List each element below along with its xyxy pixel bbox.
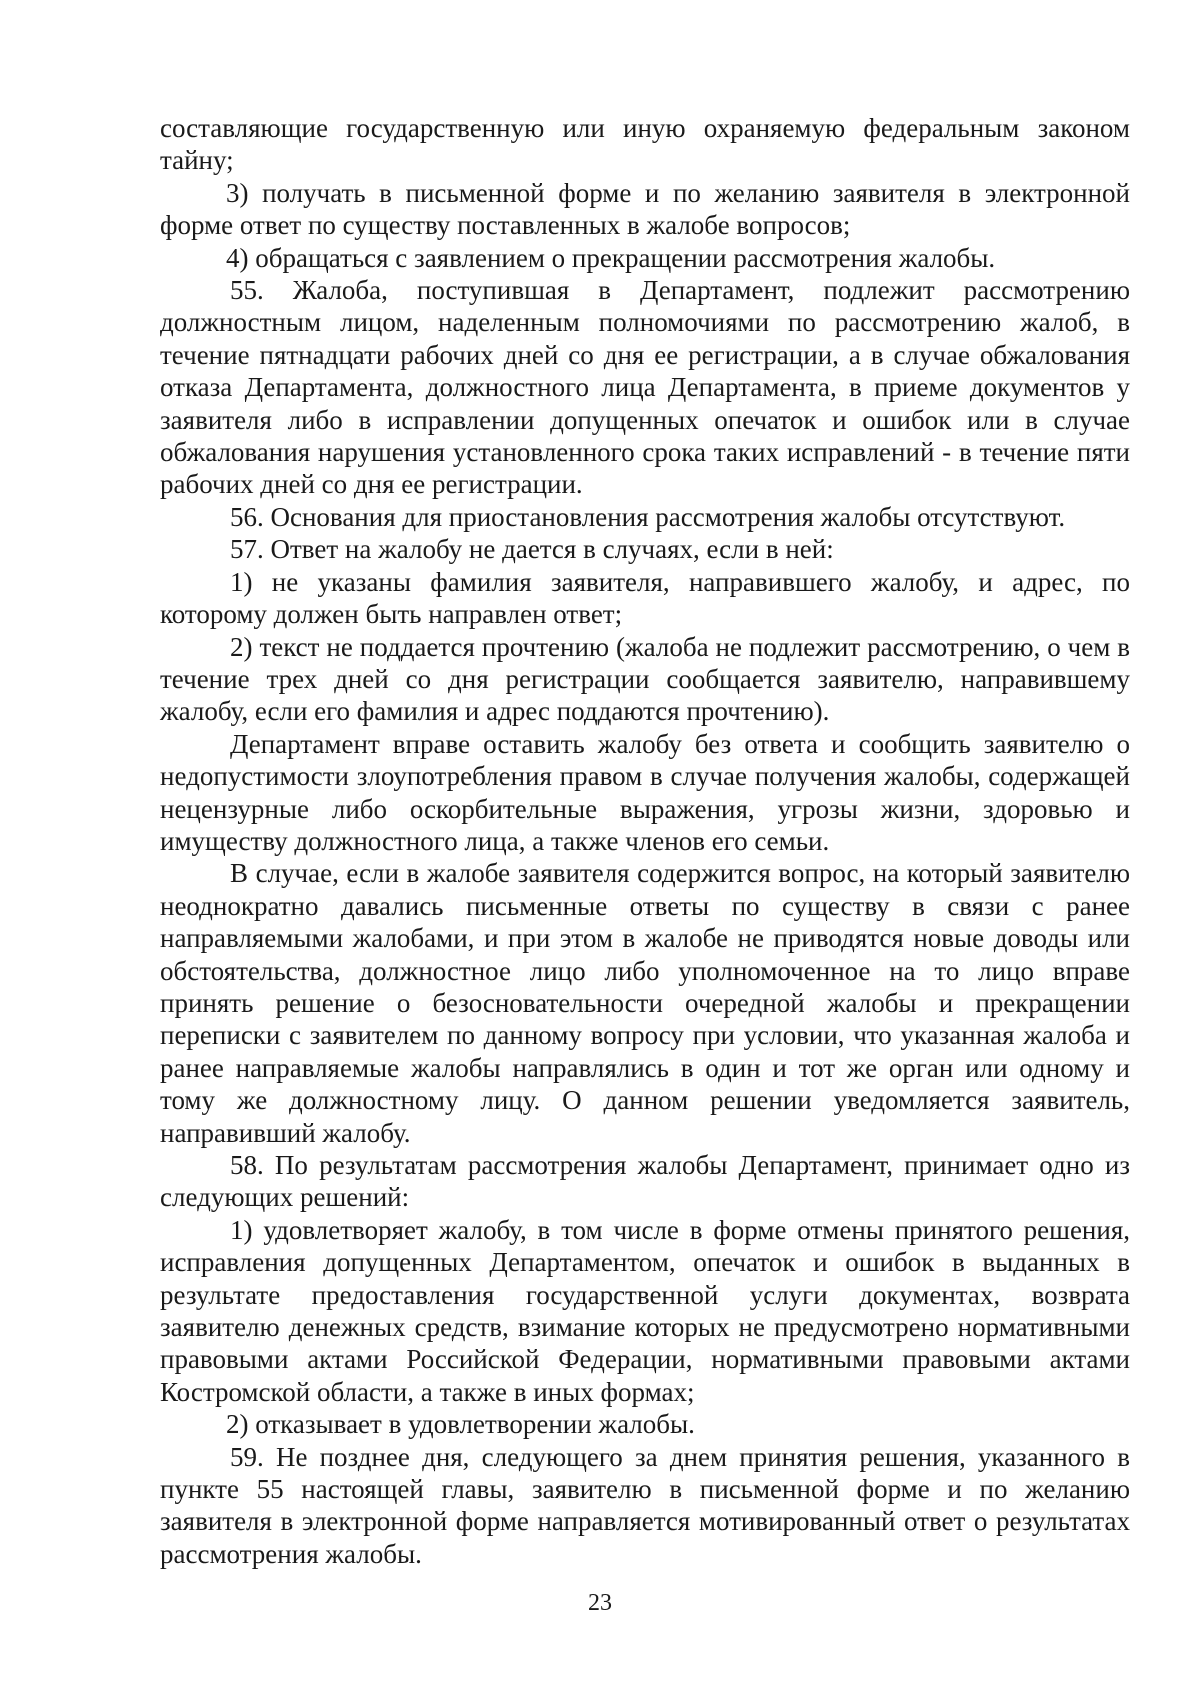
page-number: 23 xyxy=(588,1590,612,1616)
paragraph-clause-55: 55. Жалоба, поступившая в Департамент, подлежит рассмотрению должностным лицом, наделенным полномочиями по рассмотрению жалоб, в течение пятнадцати рабочих дней со дня ее регистрации, а в случае обжалования отказа Департамента, должностного лица Департамента, в приеме документов у заявителя либо в исправлении допущенных опечаток и ошибок или в случае обжалования нарушения установленного срока таких исправлений - в течение пяти рабочих дней со дня ее регистрации. xyxy=(160,275,1130,500)
paragraph-clause-58: 58. По результатам рассмотрения жалобы Департамент, принимает одно из следующих решений: xyxy=(160,1150,1130,1213)
paragraph-clause-57-item-2: 2) текст не поддается прочтению (жалоба не подлежит рассмотрению, о чем в течение трех дней со дня регистрации сообщается заявителю, направившему жалобу, если его фамилия и адрес поддаются прочтению). xyxy=(160,631,1130,727)
paragraph-continuation: составляющие государственную или иную охраняемую федеральным законом тайну; xyxy=(160,113,1130,176)
paragraph-clause-58-item-1: 1) удовлетворяет жалобу, в том числе в форме отмены принятого решения, исправления допущенных Департаментом, опечаток и ошибок в выданных в результате предоставления государственной услуги документах, возврата заявителю денежных средств, взимание которых не предусмотрено нормативными правовыми актами Российской Федерации, нормативными правовыми актами Костромской области, а также в иных формах; xyxy=(160,1214,1130,1407)
paragraph-clause-57: 57. Ответ на жалобу не дается в случаях, если в ней: xyxy=(230,534,834,565)
paragraph-repeated-complaint: В случае, если в жалобе заявителя содержится вопрос, на который заявителю неоднократно давались письменные ответы по существу в связи с ранее направляемыми жалобами, и при этом в жалобе не приводятся новые доводы или обстоятельства, должностное лицо либо уполномоченное на то лицо вправе принять решение о безосновательности очередной жалобы и прекращении переписки с заявителем по данному вопросу при условии, что указанная жалоба и ранее направляемые жалобы направлялись в один и тот же орган или одному и тому же должностному лицу. О данном решении уведомляется заявитель, направивший жалобу. xyxy=(160,858,1130,1148)
paragraph-department-right: Департамент вправе оставить жалобу без ответа и сообщить заявителю о недопустимости злоупотребления правом в случае получения жалобы, содержащей нецензурные либо оскорбительные выражения, угрозы жизни, здоровью и имуществу должностного лица, а также членов его семьи. xyxy=(160,728,1130,856)
paragraph-clause-56: 56. Основания для приостановления рассмотрения жалобы отсутствуют. xyxy=(230,501,1066,532)
paragraph-clause-58-item-2: 2) отказывает в удовлетворении жалобы. xyxy=(226,1409,695,1440)
paragraph-clause-57-item-1: 1) не указаны фамилия заявителя, направившего жалобу, и адрес, по которому должен быть направлен ответ; xyxy=(160,566,1130,630)
paragraph-clause-59: 59. Не позднее дня, следующего за днем принятия решения, указанного в пункте 55 настоящей главы, заявителю в письменной форме и по желанию заявителя в электронной форме направляется мотивированный ответ о результатах рассмотрения жалобы. xyxy=(160,1441,1130,1569)
document-body xyxy=(160,112,1130,1570)
paragraph-item-4: 4) обращаться с заявлением о прекращении рассмотрения жалобы. xyxy=(226,242,996,273)
paragraph-item-3: 3) получать в письменной форме и по желанию заявителя в электронной форме ответ по существу поставленных в жалобе вопросов; xyxy=(160,177,1130,241)
